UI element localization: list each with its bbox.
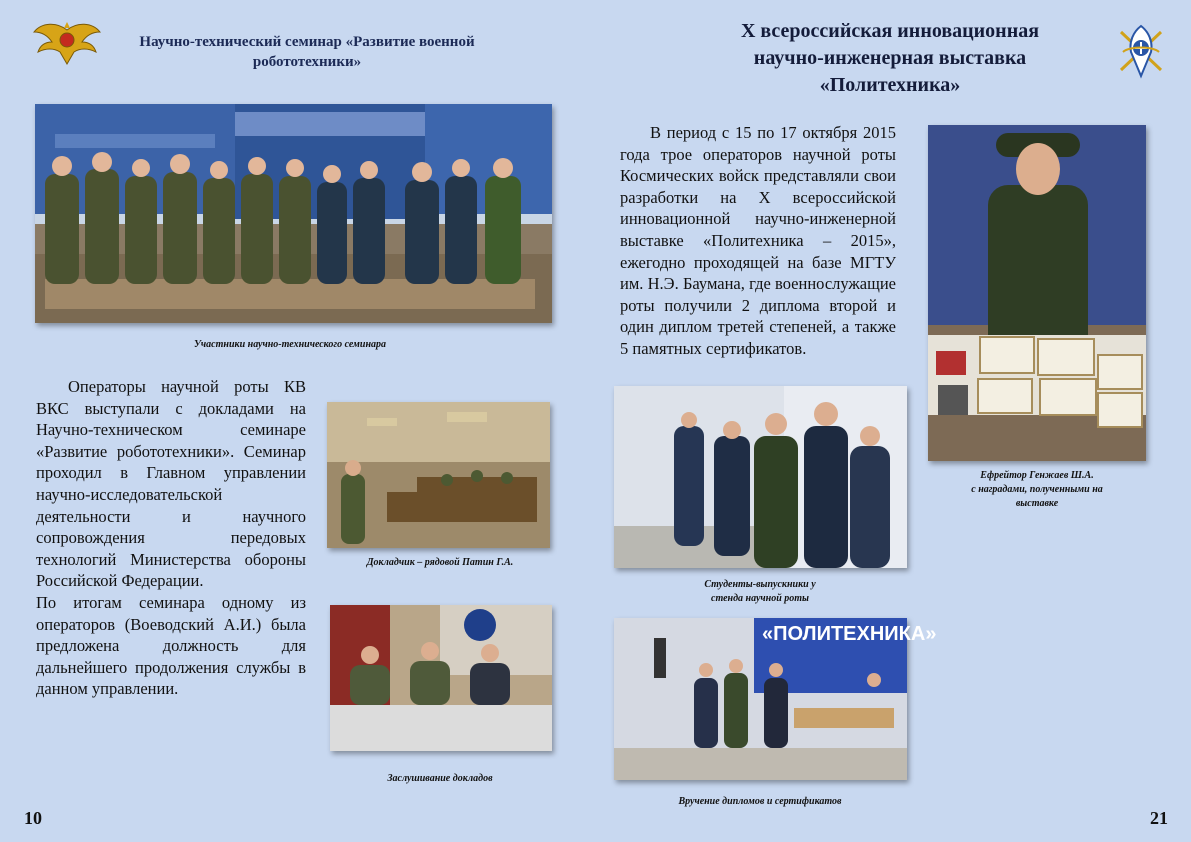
title-line-2: научно-инженерная выставка: [753, 47, 1027, 69]
photo-students-caption: [660, 578, 860, 606]
page-number-left: 10: [24, 808, 42, 828]
students-caption-line-1: Студенты-выпускники у: [704, 579, 816, 590]
page-number-right: 21: [1150, 808, 1168, 828]
banner-text: «ПОЛИТЕХНИКА»: [762, 623, 937, 645]
photo-listening: [330, 605, 552, 751]
photo-listening-caption: Заслушивание докладов: [387, 773, 493, 784]
page-title-left: Научно-технический семинар «Развитие военной робототехники»: [139, 34, 475, 70]
photo-speaker: [327, 402, 550, 548]
photo-soldier-awards: [928, 125, 1146, 461]
caption-line-2: с наградами, полученными на: [971, 484, 1103, 495]
left-body-text: [36, 376, 306, 700]
title-line-3: «Политехника»: [819, 74, 961, 96]
photo-speaker-caption: Докладчик – рядовой Патин Г.А.: [366, 557, 514, 568]
eagle-emblem-icon: [32, 18, 102, 68]
caption-line-1: Ефрейтор Генжаев Ш.А.: [980, 470, 1094, 481]
photo-awards-ceremony: [614, 618, 937, 780]
photo-seminar-participants-caption: Участники научно-технического семинара: [193, 339, 387, 350]
photo-seminar-participants: [35, 104, 552, 323]
right-paragraph: В период с 15 по 17 октября 2015 года трое операторов научной роты Космических войск представляли свои разработки на X всероссийской инновационной научно-инженерной выставке «Политехника – 2015», ежегодно проходящей на базе МГТУ им. Н.Э. Баумана, где военнослужащие роты получили 2 диплома второй и один диплом третей степеней, а также 5 памятных сертификатов.: [620, 123, 896, 358]
left-paragraph-2: По итогам семинара одному из операторов (Воеводский А.И.) была предложена должность для дальнейшего продолжения службы в данном управлении.: [36, 592, 306, 699]
left-paragraph-1: Операторы научной роты КВ ВКС выступали с докладами на Научно-техническом семинаре «Развитие робототехники». Семинар проходил в Главном управлении научно-исследовательской деятельности и научного сопровождения передовых технологий Министерства обороны Российской Федерации.: [36, 377, 306, 591]
photo-soldier-awards-caption: [930, 469, 1144, 511]
space-forces-emblem-icon: [1115, 22, 1167, 80]
right-body-text: [620, 122, 896, 360]
title-line-1: X всероссийская инновационная: [740, 20, 1040, 42]
photo-awards-caption: Вручение дипломов и сертификатов: [678, 796, 842, 807]
page-title-right: [680, 18, 1100, 99]
photo-students: [614, 386, 907, 568]
students-caption-line-2: стенда научной роты: [711, 593, 809, 604]
caption-line-3: выставке: [1015, 498, 1059, 509]
